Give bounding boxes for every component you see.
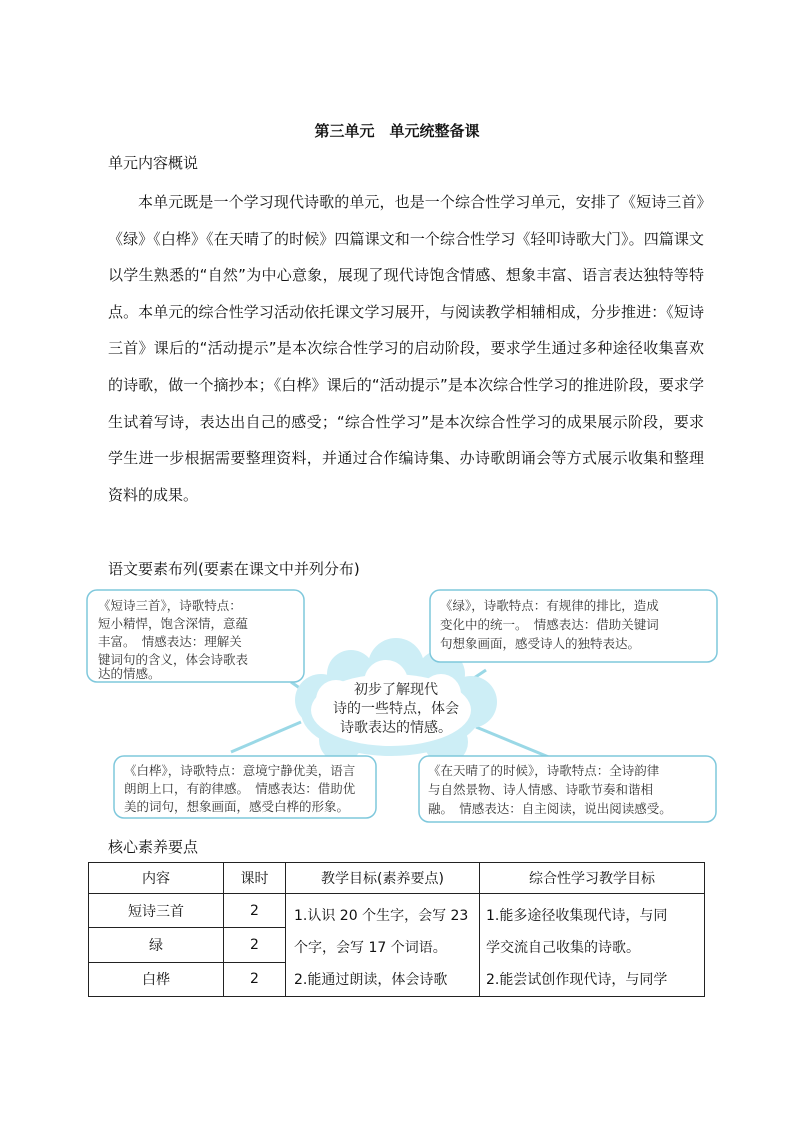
comprehensive-line: 2.能尝试创作现代诗，与同学 <box>486 972 668 988</box>
table-cell-hours: 2 <box>224 928 286 962</box>
section-heading-overview: 单元内容概说 <box>108 154 199 172</box>
core-table <box>88 862 705 997</box>
box4-line: 融。 情感表达：自主阅读，说出阅读感受。 <box>428 801 672 816</box>
table-header: 综合性学习教学目标 <box>480 863 705 894</box>
goal-line: 1.认识 20 个生字，会写 23 <box>294 908 469 924</box>
table-cell-goals <box>286 894 480 997</box>
section-heading-core: 核心素养要点 <box>108 838 199 856</box>
elements-diagram <box>86 582 726 828</box>
table-cell-content: 白桦 <box>89 962 224 996</box>
overview-paragraph: 本单元既是一个学习现代诗歌的单元，也是一个综合性学习单元，安排了《短诗三首》《绿》《白桦》《在天晴了的时候》四篇课文和一个综合性学习《轻叩诗歌大门》。四篇课文以学生熟悉的“自然”为中心意象，展现了现代诗饱含情感、想象丰富、语言表达独特等特点。本单元的综合性学习活动依托课文学习展开，与阅读教学相辅相成，分步推进：《短诗三首》课后的“活动提示”是本次综合性学习的启动阶段，要求学生通过多种途径收集喜欢的诗歌，做一个摘抄本；《白桦》课后的“活动提示”是本次综合性学习的推进阶段，要求学生试着写诗，表达出自己的感受；“综合性学习”是本次综合性学习的成果展示阶段，要求学生进一步根据需要整理资料，并通过合作编诗集、办诗歌朗诵会等方式展示收集和整理资料的成果。 <box>108 193 704 504</box>
page-title: 第三单元 单元统整备课 <box>314 122 480 140</box>
box1-line: 键词句的含义，体会诗歌表 <box>98 652 249 667</box>
table-header: 课时 <box>224 863 286 894</box>
box4-line: 《在天晴了的时候》，诗歌特点：全诗韵律 <box>428 763 660 778</box>
box3-line: 朗朗上口，有韵律感。 情感表达：借助优 <box>124 781 356 796</box>
comprehensive-line: 1.能多途径收集现代诗，与同 <box>486 908 668 924</box>
box3-line: 《白桦》，诗歌特点：意境宁静优美，语言 <box>124 763 356 778</box>
connector-line <box>476 727 556 760</box>
goal-line: 个字，会写 17 个词语。 <box>294 940 447 956</box>
table-cell-comprehensive <box>480 894 705 997</box>
box3-line: 美的词句，想象画面，感受白桦的形象。 <box>124 799 350 814</box>
box4-line: 与自然景物、诗人情感、诗歌节奏和谐相 <box>428 782 654 797</box>
goal-line: 2.能通过朗读，体会诗歌 <box>294 972 448 988</box>
center-line-3: 诗歌表达的情感。 <box>340 720 452 736</box>
box1-line: 《短诗三首》，诗歌特点： <box>98 598 242 613</box>
box1-line: 短小精悍，饱含深情，意蕴 <box>98 616 249 631</box>
table-header: 教学目标(素养要点) <box>286 863 480 894</box>
comprehensive-line: 学交流自己收集的诗歌。 <box>486 940 640 956</box>
table-cell-hours: 2 <box>224 962 286 996</box>
box2-line: 《绿》，诗歌特点：有规律的排比，造成 <box>440 598 659 613</box>
box1-line: 达的情感。 <box>98 666 161 681</box>
table-header: 内容 <box>89 863 224 894</box>
connector-line <box>231 722 301 752</box>
box1-line: 丰富。 情感表达：理解关 <box>98 634 242 649</box>
table-header-row <box>89 863 705 894</box>
center-line-1: 初步了解现代 <box>354 682 438 698</box>
table-cell-content: 短诗三首 <box>89 894 224 928</box>
table-cell-hours: 2 <box>224 894 286 928</box>
box2-line: 句想象画面，感受诗人的独特表达。 <box>440 636 641 651</box>
center-line-2: 诗的一些特点，体会 <box>333 701 459 717</box>
table-row <box>89 894 705 928</box>
table-cell-content: 绿 <box>89 928 224 962</box>
section-heading-elements: 语文要素布列(要素在课文中并列分布) <box>108 560 360 578</box>
box2-line: 变化中的统一。 情感表达：借助关键词 <box>440 617 659 632</box>
